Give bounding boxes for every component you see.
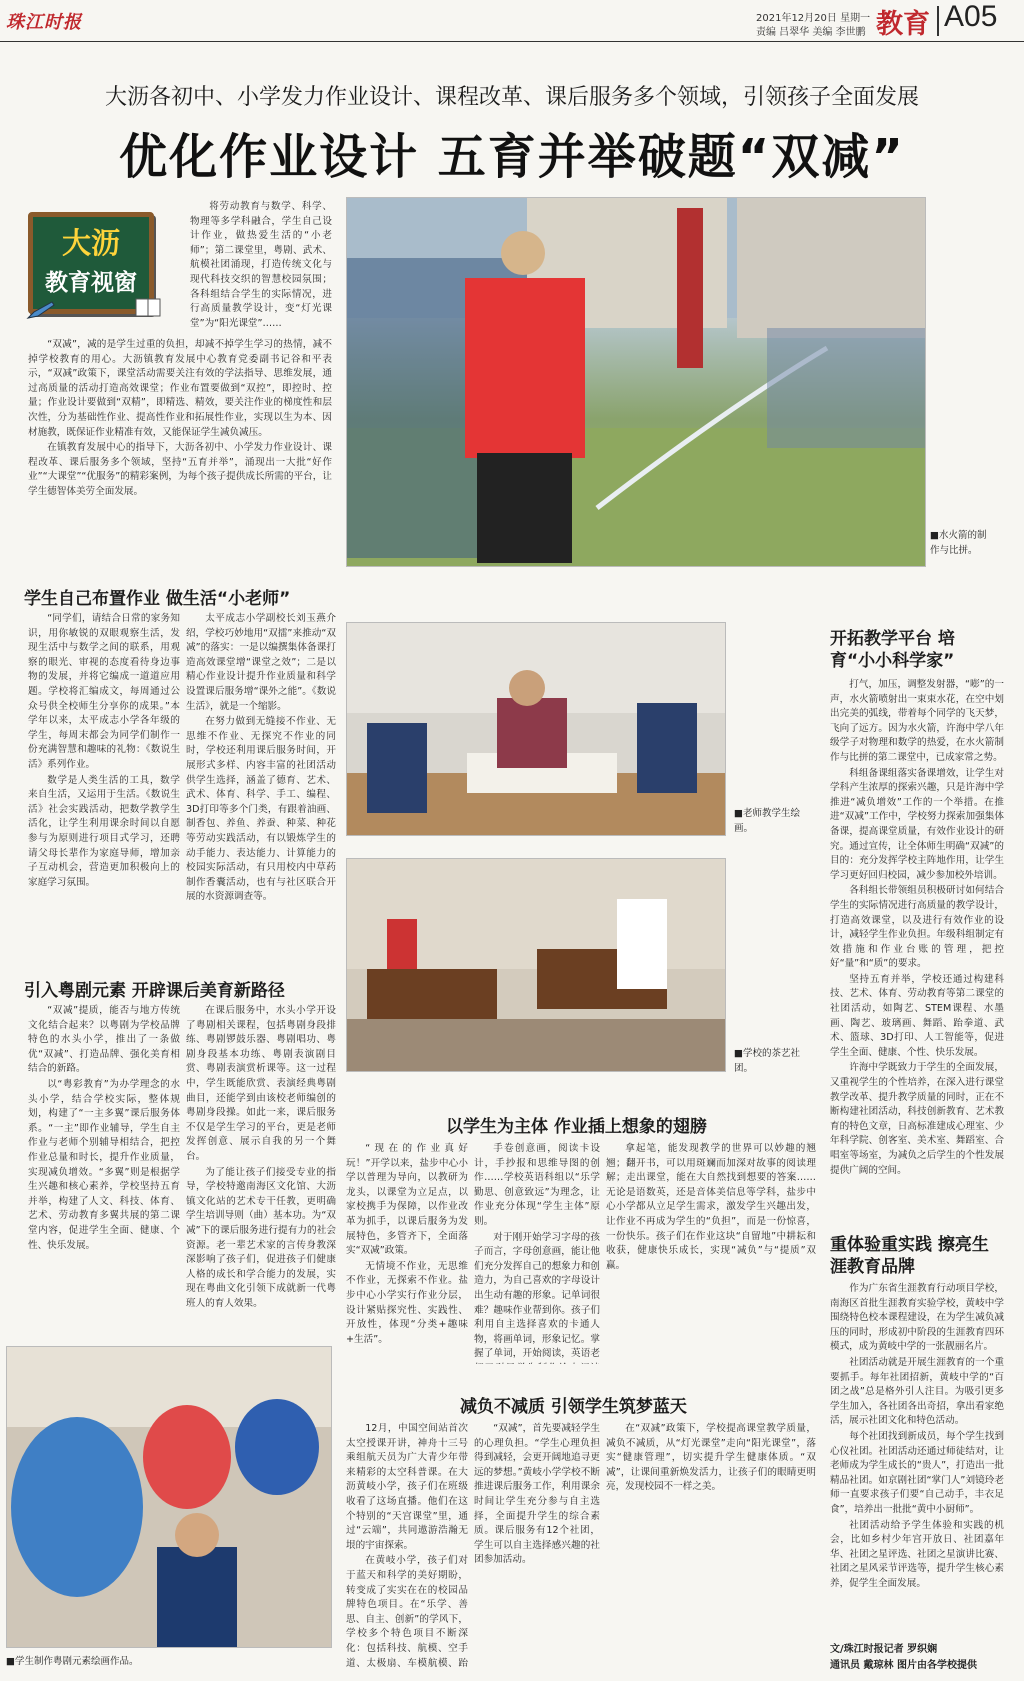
section-6-col-c bbox=[606, 1422, 816, 1668]
section-6-para-1: 12月，中国空间站首次太空授课开讲，神舟十三号乘组航天员为广大青少年带来精彩的太空科普课。在大沥黄岐小学，孩子们在班级收看了这场直播。他们在这个特别的“天宫课堂”里，通过“云端”，共同遨游浩瀚无垠的宇宙探索。 bbox=[346, 1423, 468, 1551]
headline-title: 优化作业设计 五育并举破题“双减” bbox=[119, 129, 905, 185]
section-5-col bbox=[830, 1282, 1004, 1628]
intro-para-2: “双减”，减的是学生过重的负担，却减不掉学生学习的热情，减不掉学校教育的用心。大沥镇教育发展中心教育党委副书记谷和平表示，“双减”政策下，课堂活动需要关注有效的学法指导、思维发展，通过高质量的活动打造高效课堂；作业布置要做到“双控”，即控时、控量；作业设计要做到“双精”，即精选、精效，要关注作业的梯度性和层次性，分为基础性作业、提高性作业和拓展性作业，实现以生为本、因材施教，既保证作业精准有效，又能保证学生减负减压。 bbox=[28, 339, 332, 438]
section-4-para-2: 科组备课组落实备课增效，让学生对学科产生浓厚的探索兴趣，只是许海中学推进“减负增效”工作的一个举措。在推进“双减”工作中，学校努力探索加强集体备课，提高课堂质量，有效作业设计的研究。通过宣传，让全体师生明确“双减”的目的：充分发挥学校主阵地作用，让学生学习更好回归校园，减少参加校外培训。 bbox=[830, 767, 1004, 881]
section-4-para-3: 各科组长带领组员积极研讨如何结合学生的实际情况进行高质量的教学设计，打造高效课堂，以及进行有效作业的设计，减轻学生作业负担。年级科组制定有效措施和作业台账的管理，把控好“量”和“质”的要求。 bbox=[830, 885, 1004, 970]
tea-club-scene bbox=[347, 859, 726, 1072]
pencil-icon bbox=[26, 300, 56, 320]
section-2-para-4: 为了能让孩子们接受专业的指导，学校特邀南海区文化馆、大沥镇文化站的艺术专干任教，更明确学生培训导则（曲）基本功。为“双减”下的课后服务进行提有力的社会资源。老一辈艺术家的言传身教深深影响了孩子们，促进孩子们健康人格的成长和学合能力的发展，实现在粤曲文化引领下成就新一代粤班人的育人效果。 bbox=[186, 1166, 336, 1309]
section-title-4: 开拓教学平台 培育“小小科学家” bbox=[830, 629, 955, 671]
section-1-para-4: 在努力做到无缝接不作业、无思维不作业、无探究不作业的同时，学校还利用课后服务时间，开展形式多样、内容丰富的社团活动供学生选择，涵盖了德育、艺术、武术、体育、科学、手工、编程、3D打印等多个门类，有跟着油画、制香包、养鱼、养蚕、种菜、种花等劳动实践活动，有以锻炼学生的动手能力、表达能力、计算能力的校园实际活动，有只用校内中草药制作香囊活动，也有与社区联合开展的水资源调查等。 bbox=[186, 716, 336, 903]
section-5-para-4: 社团活动给予学生体验和实践的机会，比如乡村少年宫开放日、社团嘉年华、社团之星评选、社团之星演讲比赛、社团之星风采节评选等，提升学生核心素养，促学生全面发展。 bbox=[830, 1519, 1004, 1589]
section-6-col-a bbox=[346, 1422, 468, 1668]
section-1-col-b bbox=[186, 612, 336, 924]
photo-teacher-painting bbox=[346, 622, 726, 836]
section-1-col-a bbox=[28, 612, 180, 924]
opera-painting-scene bbox=[7, 1347, 332, 1648]
section-6-para-2: 在黄岐小学，孩子们对于蓝天和科学的美好期盼，转变成了实实在在的校园品牌特色项目。在“乐学、善思、自主、创新”的学风下，学校多个特色项目不断深化：包括科技、航模、空手道、太极扇、车模航模、跆 bbox=[346, 1555, 468, 1668]
masthead-rule bbox=[0, 41, 1024, 42]
section-title-3: 以学生为主体 作业插上想象的翅膀 bbox=[446, 1117, 707, 1137]
caption-tea-club: ■学校的茶艺社团。 bbox=[734, 1048, 800, 1074]
caption-water-rocket: ■水火箭的制作与比拼。 bbox=[930, 530, 987, 556]
section-2-para-2: 以“粤彩教育”为办学理念的水头小学，结合学校实际，整体规划，构建了“一主多翼”课后服务体系。“一主”即作业辅导，学生自主作业与老师个别辅导相结合，把控作业总量和时长，提升作业质量，实现减负增效。“多翼”则是根据学生兴趣和核心素养，学校坚持五育并举，构建了人文、科技、体育、艺术、劳动教育多翼共展的第二课堂内容，促进学生全面、健康、个性、快乐发展。 bbox=[28, 1078, 180, 1251]
section-1-para-3: 太平成志小学副校长刘玉燕介绍，学校巧妙地用“双擂”来推动“双减”的落实：一是以编撰集体备课打造高效课堂增“课堂之效”；二是以精心作业设计提升作业质量和科学设置课后服务增“课外之能”。《数说生活》，就是一个缩影。 bbox=[186, 613, 336, 712]
badge-line2: 教育视窗 bbox=[45, 269, 137, 296]
photo-tea-club bbox=[346, 858, 726, 1072]
section-6-col-b bbox=[474, 1422, 600, 1668]
section-divider bbox=[937, 6, 939, 36]
byline-photo: 通讯员 戴琼林 图片由各学校提供 bbox=[830, 1660, 977, 1671]
badge-line1: 大沥 bbox=[61, 226, 120, 260]
section-3-para-4: 对于刚开始学习字母的孩子而言，字母创意画，能让他们充分发挥自己的想象力和创造力，为自己喜欢的字母设计出生动有趣的形象。记单词很难？趣味作业帮到你。孩子们利用自主选择喜欢的卡通人物，将画单词，形象记忆。掌握了单词，开始阅读，英语老 bbox=[474, 1231, 600, 1360]
intro-column-b bbox=[28, 338, 332, 560]
section-3-col-c bbox=[606, 1142, 816, 1364]
water-rocket-scene bbox=[347, 198, 926, 567]
section-3-col-b bbox=[474, 1142, 600, 1364]
section-6-para-3: “双减”，首先要减轻学生的心理负担。“学生心理负担得到减轻，会更开阔地追寻更远的梦想。”黄岐小学学校不断推进课后服务工作，利用课余时间让学生充分参与自主选择，全面提升学生的综合素质。课后服务有12个社团，学生可以自主选择感兴趣的社团参加活动。 bbox=[474, 1423, 600, 1566]
headline-kicker: 大沥各初中、小学发力作业设计、课程改革、课后服务多个领域，引领孩子全面发展 bbox=[104, 85, 919, 110]
book-icon bbox=[134, 296, 162, 318]
caption-opera-painting: ■学生制作粤剧元素绘画作品。 bbox=[6, 1656, 139, 1667]
section-title-5: 重体验重实践 擦亮生涯教育品牌 bbox=[830, 1235, 989, 1277]
section-5-para-2: 社团活动就是开展生涯教育的一个重要抓手。每年社团招新，黄岐中学的“百团之战”总是格外引人注目。为吸引更多学生加入，各社团各出奇招，拿出看家绝活，展示社团文化和特色活动。 bbox=[830, 1356, 1004, 1427]
photo-opera-painting bbox=[6, 1346, 332, 1648]
byline-writer: 文/珠江时报记者 罗织娴 bbox=[830, 1644, 938, 1655]
teacher-painting-scene bbox=[347, 623, 726, 836]
section-2-para-3: 在课后服务中，水头小学开设了粤剧相关课程，包括粤剧身段排练、粤剧锣鼓乐器、粤剧唱功、粤剧身段基本功练、粤剧表演剧目赏、粤剧表演赏析课等。这一过程中，学生既能欣赏、表演经典粤剧曲目，还能学到由该校老师编创的粤剧身段操。如此一来，课后服务不仅是学生学习的平台，更是老师发挥创意、展示自我的另一个舞台。 bbox=[186, 1005, 336, 1162]
section-5-para-1: 作为广东省生涯教育行动项目学校，南海区首批生涯教育实验学校，黄岐中学围绕特色校本课程建设，在为学生减负减压的同时，形成初中阶段的生涯教育四环模式，成为黄岐中学的一张靓丽名片。 bbox=[830, 1283, 1004, 1353]
intro-para-1: 将劳动教育与数学、科学、物理等多学科融合，学生自己设计作业，做热爱生活的“小老师”；第二课堂里，粤剧、武术、航模社团涌现，打造传统文化与现代科技交织的智慧校园氛围；各科组结合学生的实际情况，进行高质量教学设计，变“灯光课堂”为“阳光课堂”…… bbox=[190, 201, 332, 329]
section-3-para-5: 拿起笔，能发现教学的世界可以妙趣的翘翘；翻开书，可以用斑斓而加深对故事的阅读理解；走出课堂，能在大自然找到想要的答案……无论是语数英，还是音体美信息等学科，盐步中心小学都从立足学生需求，激发学生兴趣出发，让作业不再成为学生的“负担”，而是一份惊喜，一份快乐。孩子们在作业这块“自留地”中耕耘和收获，健康快乐成长，实现“减负”与“提质”双赢。 bbox=[606, 1143, 816, 1271]
page-number: A05 bbox=[944, 0, 998, 33]
section-3-para-1: “现在的作业真好玩！”开学以来，盐步中心小学以普理为导向，以教研为龙头，以课堂为立足点，以家校携手为保障，以作业改革为抓手，以课后服务为发展特色，多管齐下，全面落实“双减”政策。 bbox=[346, 1143, 468, 1257]
caption-teacher-painting: ■老师教学生绘画。 bbox=[734, 808, 800, 834]
issue-date: 2021年12月20日 星期一 bbox=[756, 13, 871, 24]
intro-para-3: 在镇教育发展中心的指导下，大沥各初中、小学发力作业设计、课程改革、课后服务多个领域，坚持“五育并举”，涌现出一大批“好作业”“大课堂”“优服务”的精彩案例，为每个孩子提供成长所需的平台，让学生德智体美劳全面发展。 bbox=[28, 442, 332, 497]
section-2-para-1: “双减”提质，能否与地方传统文化结合起来？以粤剧为学校品牌特色的水头小学，推出了一条做优“双减”、打造品牌、强化美育相结合的新路。 bbox=[28, 1005, 180, 1075]
newspaper-logo: 珠江时报 bbox=[6, 12, 82, 33]
page-editors: 责编 吕翠华 美编 李世鹏 bbox=[756, 27, 866, 38]
section-3-para-2: 无情境不作业，无思维不作业，无探索不作业。盐步中心小学实行作业分层，设计紧贴探究性、实践性、开放性，体现“分类+趣味+生活”。 bbox=[346, 1260, 468, 1345]
section-3-para-3: 手卷创意画，阅读卡设计，手抄报和思维导图的创作……学校英语科组以“乐学勤思、创意致远”为理念，让作业充分体现“学生主体”原则。 bbox=[474, 1143, 600, 1227]
section-title-2: 引入粤剧元素 开辟课后美育新路径 bbox=[24, 981, 285, 1001]
section-4-para-1: 打气，加压，调整发射器，“嘭”的一声，水火箭喷射出一束束水花，在空中划出完美的弧线，带着每个同学的飞天梦，飞向了远方。因为水火箭，许海中学八年级学子对物理和数学的热爱，在水火箭制作与比拼的第二课堂中，已成家常之势。 bbox=[830, 679, 1004, 763]
section-5-para-3: 每个社团找到新成员，每个学生找到心仪社团。社团活动还通过师徒结对，让老师成为学生成长的“贵人”，打造出一批精品社团。如京剧社团“掌门人”刘镜玲老师一直要求孩子们要“自己动手，丰衣足食”，培养出一批批“黄中小厨师”。 bbox=[830, 1430, 1004, 1515]
section-2-col-a bbox=[28, 1004, 180, 1322]
section-4-para-5: 许海中学既致力于学生的全面发展，又重视学生的个性培养，在深入进行课堂教学改革、提升教学质量的同时，正在不断构建社团活动，科技创新教育、艺术教育的特色文章，日高标准建成心理室、少年科学院、创客室、美术室、舞蹈室、合唱室等场室，为减负之后学生的个性发展提供广阔的空间。 bbox=[830, 1062, 1004, 1176]
masthead bbox=[0, 0, 1024, 42]
intro-column-a bbox=[190, 200, 332, 336]
section-name: 教育 bbox=[876, 9, 930, 40]
section-3-col-a bbox=[346, 1142, 468, 1364]
section-1-para-1: “同学们，请结合日常的家务知识，用你敏锐的双眼观察生活，发现生活中与数学之间的联系，用观察的眼光、审视的态度看待身边事物的发展，并将它编成一道道应用题。学校将汇编成文，每周通过公众号供全校师生分享你的成果。”本学年以来，太平成志小学各年级的学生，每周末都会为同学们制作一份充满智慧和趣味的礼物：《数说生活》系列作业。 bbox=[28, 613, 180, 770]
section-2-col-b bbox=[186, 1004, 336, 1322]
section-4-col bbox=[830, 678, 1004, 1216]
section-title-1: 学生自己布置作业 做生活“小老师” bbox=[24, 589, 291, 609]
section-title-6: 减负不减质 引领学生筑梦蓝天 bbox=[460, 1397, 687, 1417]
section-6-para-4: 在“双减”政策下，学校提高课堂教学质量，减负不减质，从“灯光课堂”走向“阳光课堂”，落实“健康管理”，切实提升学生健康体质。“双减”，让课间重新焕发活力，让孩子们的眼睛更明亮，发现校园不一样之美。 bbox=[606, 1423, 816, 1493]
section-4-para-4: 坚持五育并举，学校还通过构建科技、艺术、体育、劳动教育等第二课堂的社团活动，如陶艺、STEM课程、水墨画、陶艺、玻璃画、舞蹈、跆拳道、武术、篮球、3D打印、人工智能等，促进学生全面、健康、个性、快乐发展。 bbox=[830, 973, 1004, 1058]
section-1-para-2: 数学是人类生活的工具，数学来自生活，又运用于生活。《数说生活》社会实践活动，把数学教学生活化，让学生利用课余时间以自愿参与为原则进行项目式学习，还聘请父母长辈作为家庭导师，增加亲子互动机会，营造更加积极向上的家庭学习氛围。 bbox=[28, 774, 180, 888]
photo-water-rocket bbox=[346, 197, 926, 567]
